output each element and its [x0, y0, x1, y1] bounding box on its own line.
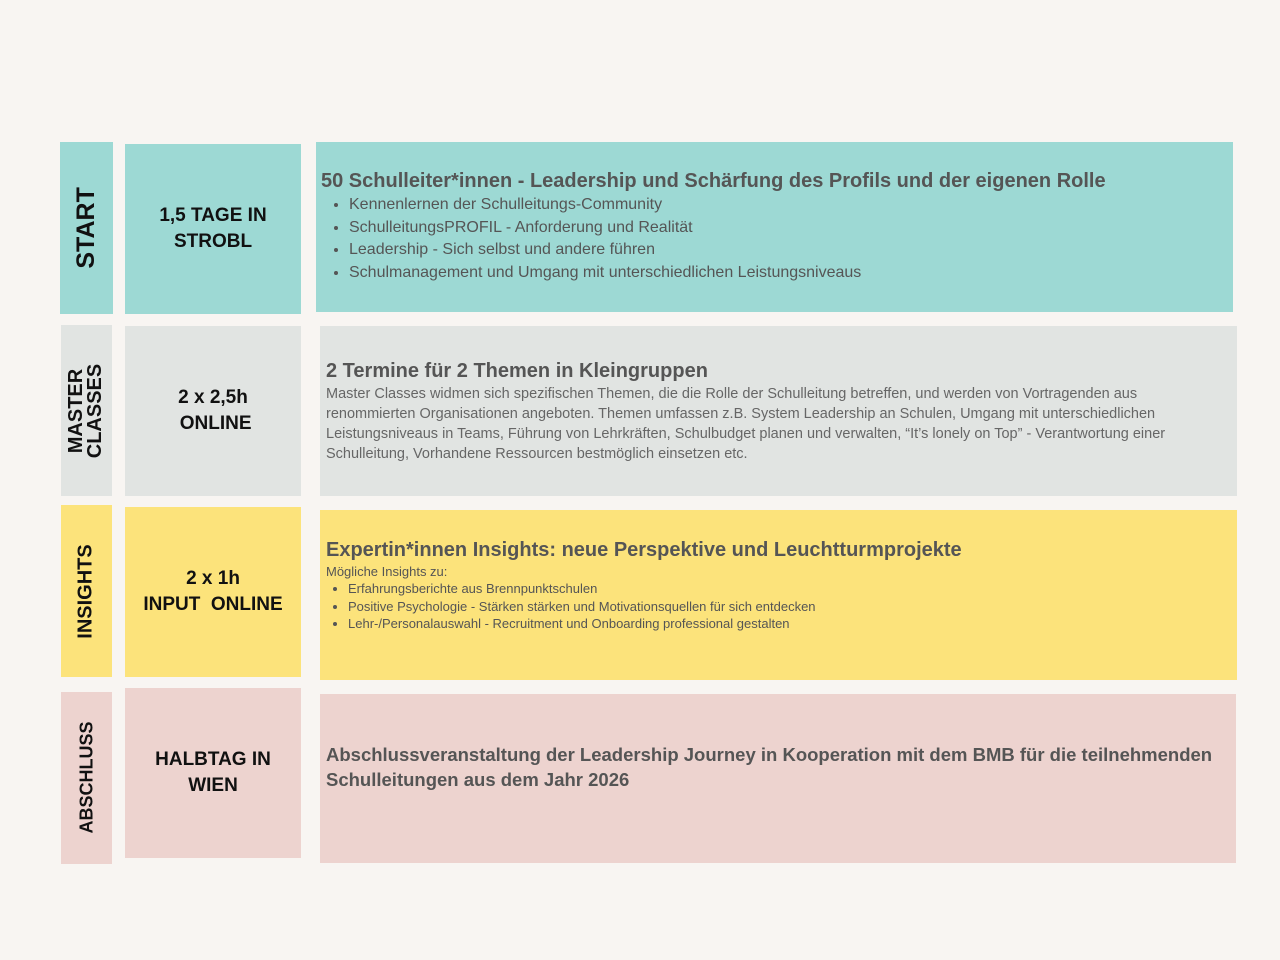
content-insights-title: Expertin*innen Insights: neue Perspektive und Leuchtturmprojekte [326, 539, 962, 561]
stage-label-insights-line-1: INSIGHTS [75, 543, 98, 639]
stage-label-master-classes [61, 325, 112, 496]
content-box-insights [320, 510, 1237, 680]
stage-label-abschluss-line-1: ABSCHLUSS [75, 721, 96, 835]
format-insights-text [143, 566, 282, 618]
format-abschluss-text [155, 747, 271, 799]
content-abschluss-title: Abschlussveranstaltung der Leadership Journey in Kooperation mit dem BMB für die teilnehmenden Schulleitungen aus dem Jahr 2026 [326, 743, 1213, 790]
stage-label-insights [61, 505, 112, 677]
stage-label-start-line-1: START [71, 187, 100, 269]
stage-label-master-classes-line-1: MASTER [65, 368, 88, 453]
format-master-classes-line-1: 2 x 2,5h [178, 387, 248, 408]
content-box-abschluss [320, 694, 1236, 863]
list-item: • Schulmanagement und Umgang mit unterschiedlichen Leistungsniveaus [349, 262, 1223, 285]
format-box-master-classes [125, 326, 301, 496]
stage-label-start-text [71, 187, 100, 269]
content-insights-intro: Mögliche Insights zu: [326, 564, 448, 579]
content-master-classes-title: 2 Termine für 2 Themen in Kleingruppen [326, 360, 708, 382]
format-box-abschluss [125, 688, 301, 858]
format-box-start [125, 144, 301, 314]
list-item: • Leadership - Sich selbst und andere führen [349, 239, 1223, 262]
format-start-line-1: 1,5 TAGE IN [159, 205, 267, 226]
stage-label-insights-text [77, 544, 96, 638]
format-start-text [159, 203, 266, 255]
content-insights-list [326, 580, 1227, 633]
content-start-list [321, 194, 1223, 284]
stage-label-abschluss [61, 692, 112, 864]
stage-label-master-classes-line-2: CLASSES [84, 363, 107, 458]
list-item: • Erfahrungsberichte aus Brennpunktschulen [348, 580, 1227, 598]
content-master-classes-description: Master Classes widmen sich spezifischen Themen, die die Rolle der Schulleitung betreffen, und werden von Vortragenden aus renommierten Organisationen angeboten. Themen umfassen z.B. System Leadership an Schulen, Umgang mit unterschiedlichen Leistungsniveaus in Teams, Führung von Lehrkräften, Schulbudget planen und verwalten, “It’s lonely on Top” - Verantwortung einer Schulleitung, Vorhandene Ressourcen bestmöglich einsetzen etc. [326, 386, 1166, 462]
format-box-insights [125, 507, 301, 677]
list-item: • Kennenlernen der Schulleitungs-Community [349, 194, 1223, 217]
format-start-line-2: STROBL [173, 231, 253, 252]
content-box-master-classes [320, 326, 1237, 496]
format-insights-line-2: INPUT ONLINE [143, 594, 283, 615]
stage-label-start [60, 142, 113, 314]
format-insights-line-1: 2 x 1h [186, 568, 240, 589]
format-abschluss-line-2: WIEN [188, 775, 238, 796]
stage-label-master-classes-text [65, 363, 107, 458]
list-item: • Positive Psychologie - Stärken stärken und Motivationsquellen für sich entdecken [348, 598, 1227, 616]
stage-label-abschluss-text [75, 721, 96, 835]
format-abschluss-line-1: HALBTAG IN [155, 749, 271, 770]
list-item: • Lehr-/Personalauswahl - Recruitment und Onboarding professional gestalten [348, 615, 1227, 633]
list-item: • SchulleitungsPROFIL - Anforderung und Realität [349, 217, 1223, 240]
content-start-title: 50 Schulleiter*innen - Leadership und Schärfung des Profils und der eigenen Rolle [321, 170, 1106, 192]
format-master-classes-line-2: ONLINE [174, 413, 252, 434]
content-box-start [316, 142, 1233, 312]
format-master-classes-text [174, 385, 251, 437]
